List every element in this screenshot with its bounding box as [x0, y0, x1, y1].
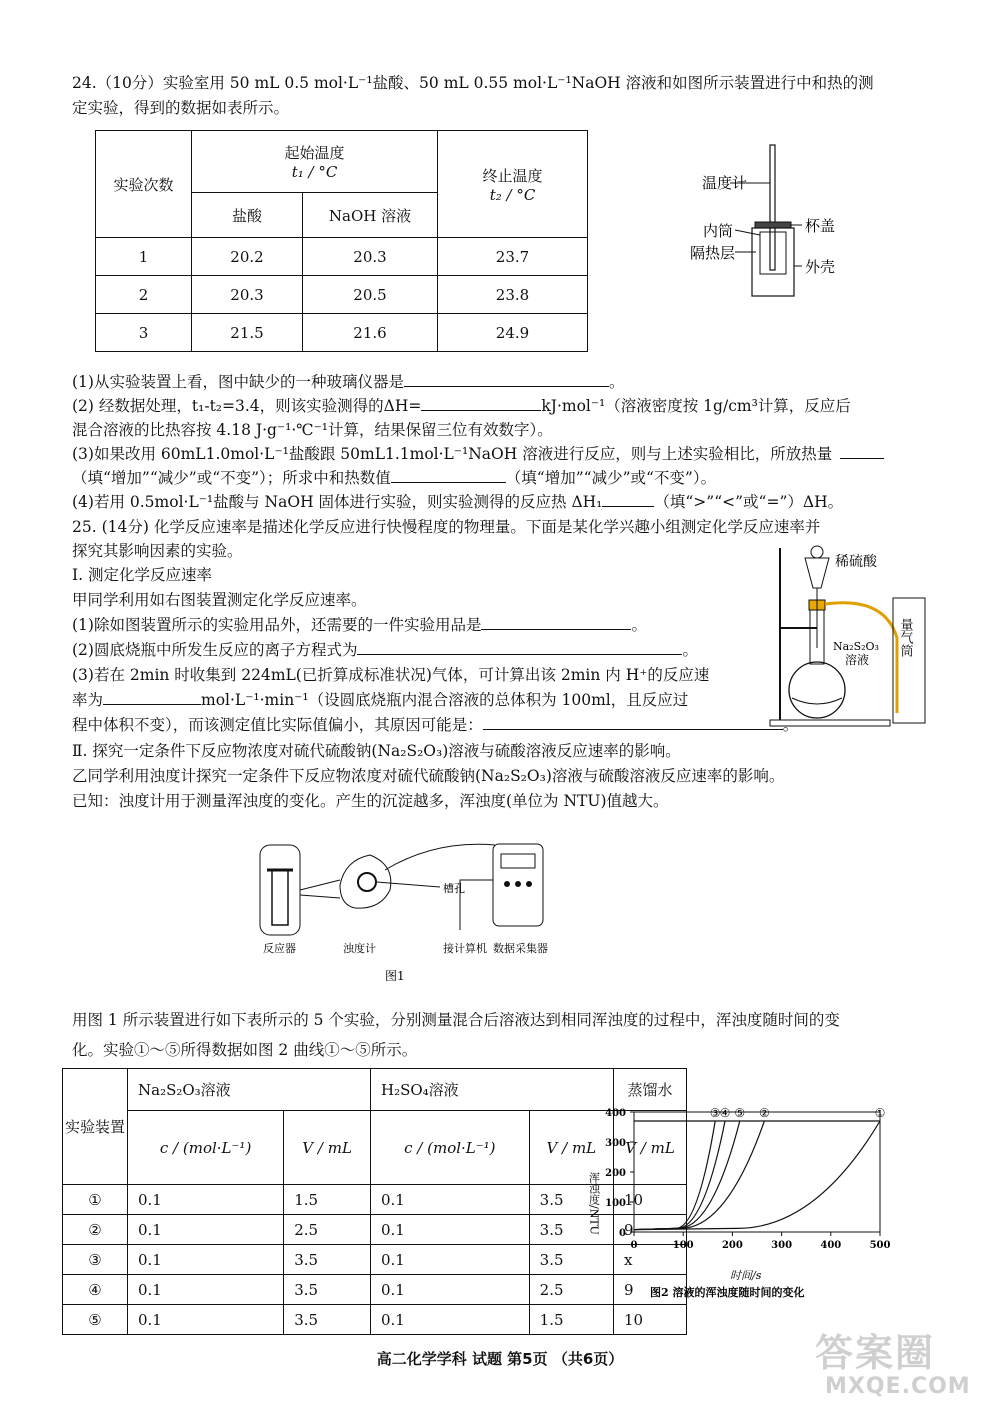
q24-sub2 [72, 394, 932, 419]
q25-known: 已知：浊度计用于测量浑浊度的变化。产生的沉淀越多，浑浊度(单位为 NTU)值越大。 [72, 792, 669, 810]
figure-1-caption: 图1 [385, 969, 405, 983]
header-c2: c / (mol·L⁻¹) [371, 1111, 530, 1185]
start-temp-label: 起始温度 [284, 144, 345, 162]
cell: 3.5 [284, 1245, 371, 1275]
q25-part2-method-cont: 化。实验①～⑤所得数据如图 2 曲线①～⑤所示。 [72, 1041, 418, 1059]
y-tick-label: 400 [605, 1108, 626, 1119]
turbidimeter-label: 浊度计 [343, 942, 376, 955]
q25-part1-text: 甲同学利用如右图装置测定化学反应速率。 [72, 591, 367, 609]
y-tick-label: 0 [619, 1228, 626, 1239]
x-tick-label: 400 [820, 1240, 842, 1251]
solution-formula-label: Na₂S₂O₃ [833, 640, 879, 653]
answer-blank[interactable] [103, 688, 201, 705]
thermometer-icon [770, 145, 775, 270]
shell-label: 外壳 [805, 258, 836, 276]
header-v3: V / mL [614, 1111, 687, 1185]
text: (2)圆底烧瓶中所发生反应的离子方程式为 [72, 641, 358, 659]
cell: ③ [63, 1245, 128, 1275]
solution-label: 溶液 [845, 653, 870, 667]
q25-intro-line2: 探究其影响因素的实验。 [72, 542, 243, 560]
cell: 3.5 [284, 1275, 371, 1305]
table-row [96, 314, 588, 352]
cell: 2.5 [529, 1275, 613, 1305]
cell: 1.5 [284, 1185, 371, 1215]
calorimeter-figure [690, 140, 860, 305]
cell: 20.5 [303, 276, 438, 314]
q25-sub3: (3)若在 2min 时收集到 224mL(已折算成标准状况)气体，可计算出该 2min 内 H⁺的反应速 [72, 666, 710, 684]
x-tick-label: 500 [869, 1240, 891, 1251]
inner-label: 内筒 [703, 222, 734, 240]
x-tick-label: 100 [672, 1240, 694, 1251]
cell: 0.1 [128, 1185, 284, 1215]
cell: 3.5 [529, 1185, 613, 1215]
text: 。 [608, 373, 625, 391]
thermometer-label: 温度计 [702, 174, 748, 192]
text: （填“增加”“减少”或“不变”）。 [505, 469, 717, 487]
cell: 9 [614, 1215, 687, 1245]
cell: ① [63, 1185, 128, 1215]
series-line-1 [634, 1121, 880, 1230]
series-line-5 [634, 1121, 740, 1230]
cell: 0.1 [371, 1275, 530, 1305]
x-tick-label: 0 [630, 1240, 638, 1251]
reactor-tube-icon [272, 870, 288, 925]
q24-sub3 [72, 442, 932, 467]
slot-label: 槽孔 [443, 882, 465, 895]
answer-blank[interactable] [840, 442, 884, 459]
start-temp-unit: t₁ / °C [291, 163, 338, 181]
cell: 3.5 [284, 1305, 371, 1335]
q25-part2-title: Ⅱ. 探究一定条件下反应物浓度对硫代硫酸钠(Na₂S₂O₃)溶液与硫酸溶液反应速率的影响。 [72, 742, 681, 760]
burette-label: 量气筒 [897, 618, 913, 657]
end-temp-unit: t₂ / °C [489, 185, 536, 204]
q25-intro-line1: 25. (14分) 化学反应速率是描述化学反应进行快慢程度的物理量。下面是某化学兴趣小组测定化学反应速率并 [72, 518, 821, 536]
header-na2s2o3: Na₂S₂O₃溶液 [128, 1069, 371, 1111]
series-label-1: ① [874, 1106, 886, 1120]
link-line [300, 880, 340, 898]
header-v2: V / mL [529, 1111, 613, 1185]
y-tick-label: 200 [605, 1168, 626, 1179]
dropping-funnel-icon [805, 558, 829, 588]
collector-button [526, 881, 532, 887]
watermark-logo: 答案圈 [815, 1331, 936, 1375]
text: 。 [631, 616, 647, 634]
lid-shape [755, 222, 791, 228]
y-tick-label: 100 [605, 1198, 626, 1209]
answer-blank[interactable] [357, 638, 682, 655]
text: (1)除如图装置所示的实验用品外，还需要的一件实验用品是 [72, 616, 482, 634]
cell: 9 [614, 1275, 687, 1305]
series-label-3: ③ [709, 1106, 721, 1120]
cell: 3.5 [529, 1215, 613, 1245]
turbidity-chart [588, 1092, 900, 1302]
text: 。 [782, 716, 799, 734]
q25-part1-title: Ⅰ. 测定化学反应速率 [72, 566, 212, 584]
liquid-surface [792, 698, 842, 704]
cell: 3.5 [529, 1245, 613, 1275]
x-tick-label: 200 [721, 1240, 743, 1251]
outer-shell-shape [752, 228, 794, 296]
lid-label: 杯盖 [805, 217, 836, 235]
table-row [63, 1305, 687, 1335]
cell: 20.3 [192, 276, 303, 314]
q24-sub2-cont: 混合溶液的比热容按 4.18 J·g⁻¹·℃⁻¹计算，结果保留三位有效数字）。 [72, 421, 553, 439]
series-label-5: ⑤ [734, 1106, 746, 1120]
end-temp-label: 终止温度 [482, 166, 543, 185]
q24-intro-line2: 定实验，得到的数据如表所示。 [72, 99, 290, 117]
header-experiment-count: 实验次数 [96, 131, 192, 238]
flask-icon [789, 662, 845, 718]
cell: ⑤ [63, 1305, 128, 1335]
text: kJ·mol⁻¹（溶液密度按 1g/cm³计算，反应后 [541, 397, 851, 415]
leader-line [377, 882, 440, 887]
q24-sub4 [72, 490, 932, 515]
cell: 1.5 [529, 1305, 613, 1335]
cell: 20.3 [303, 238, 438, 276]
collector-label: 数据采集器 [493, 942, 548, 955]
cell: 1 [96, 238, 192, 276]
series-label-2: ② [758, 1106, 770, 1120]
watermark-url: MXQE.COM [825, 1374, 971, 1399]
cell: x [614, 1245, 687, 1275]
cell: 2.5 [284, 1215, 371, 1245]
header-end-temp [438, 131, 588, 238]
funnel-top [811, 546, 823, 558]
series-label-4: ④ [719, 1106, 731, 1120]
header-water: 蒸馏水 [614, 1069, 687, 1111]
cell: 20.2 [192, 238, 303, 276]
answer-blank[interactable] [404, 370, 609, 387]
cell: 0.1 [128, 1275, 284, 1305]
cell: 21.5 [192, 314, 303, 352]
collector-screen [501, 854, 535, 868]
answer-blank[interactable] [602, 490, 654, 507]
cell: 0.1 [371, 1305, 530, 1335]
computer-label: 接计算机 [443, 942, 487, 955]
cell: 2 [96, 276, 192, 314]
answer-blank[interactable] [483, 713, 783, 730]
q24-sub3-cont [72, 466, 932, 491]
answer-blank[interactable] [481, 613, 631, 630]
reactor-outline [260, 845, 300, 935]
header-start-temp [192, 131, 438, 193]
figure-1-turbidimeter [255, 830, 555, 990]
header-c1: c / (mol·L⁻¹) [128, 1111, 284, 1185]
cell: 10 [614, 1305, 687, 1335]
cell: 23.7 [438, 238, 588, 276]
cell: 3 [96, 314, 192, 352]
q24-data-table [95, 130, 588, 352]
header-device: 实验装置 [63, 1069, 128, 1185]
cell: 0.1 [128, 1245, 284, 1275]
acid-label: 稀硫酸 [835, 554, 877, 570]
inner-cup-shape [760, 232, 786, 274]
table-row [96, 276, 588, 314]
header-naoh: NaOH 溶液 [303, 193, 438, 238]
text: 。 [682, 641, 698, 659]
text: (1)从实验装置上看，图中缺少的一种玻璃仪器是 [72, 373, 404, 391]
text: 程中体积不变），而该测定值比实际值偏小，其原因可能是： [72, 716, 483, 734]
cell: 10 [614, 1185, 687, 1215]
turbidimeter-icon [340, 855, 391, 908]
cell: 0.1 [371, 1245, 530, 1275]
cell: 21.6 [303, 314, 438, 352]
text: 率为 [72, 691, 104, 709]
text: (3)如果改用 60mL1.0mol·L⁻¹盐酸跟 50mL1.1mol·L⁻¹NaOH 溶液进行反应，则与上述实验相比，所放热量 [72, 445, 833, 463]
slot-icon [358, 873, 376, 891]
collector-button [515, 881, 521, 887]
insulation-label: 隔热层 [690, 244, 736, 262]
cable [385, 844, 495, 870]
stand-base [770, 720, 890, 726]
cell: 23.8 [438, 276, 588, 314]
reactor-label: 反应器 [263, 942, 296, 955]
cell: 0.1 [128, 1215, 284, 1245]
q24-intro-line1: 24.（10分）实验室用 50 mL 0.5 mol·L⁻¹盐酸、50 mL 0.55 mol·L⁻¹NaOH 溶液和如图所示装置进行中和热的测 [72, 74, 874, 92]
text: (2) 经数据处理，t₁-t₂=3.4，则该实验测得的ΔH= [72, 397, 422, 415]
gas-apparatus-figure [765, 538, 940, 733]
q24-sub1 [72, 370, 932, 395]
collector-button [504, 881, 510, 887]
header-h2so4: H₂SO₄溶液 [371, 1069, 614, 1111]
header-hcl: 盐酸 [192, 193, 303, 238]
cell: 24.9 [438, 314, 588, 352]
header-v1: V / mL [284, 1111, 371, 1185]
q25-part2-text: 乙同学利用浊度计探究一定条件下反应物浓度对硫代硫酸钠(Na₂S₂O₃)溶液与硫酸溶液反应速率的影响。 [72, 767, 785, 785]
text: （填“>”“<”或“=”）ΔH。 [654, 493, 844, 511]
series-line-2 [634, 1121, 764, 1230]
series-line-4 [634, 1121, 725, 1230]
page-footer: 高二化学学科 试题 第5页 （共6页） [376, 1350, 624, 1368]
cell: ④ [63, 1275, 128, 1305]
text: mol·L⁻¹·min⁻¹（设圆底烧瓶内混合溶液的总体积为 100ml，且反应过 [201, 691, 689, 709]
leader-line [735, 230, 760, 235]
x-tick-label: 300 [771, 1240, 793, 1251]
table-row [96, 238, 588, 276]
y-axis-label: 浑浊度/NTU [588, 1172, 601, 1235]
y-tick-label: 300 [605, 1138, 626, 1149]
text: （填“增加”“减少”或“不变”）；所求中和热数值 [72, 469, 391, 487]
cell: 0.1 [128, 1305, 284, 1335]
answer-blank[interactable] [391, 466, 506, 483]
x-axis-label: 时间/s [730, 1269, 762, 1282]
answer-blank[interactable] [421, 394, 541, 411]
cell: 0.1 [371, 1185, 530, 1215]
chart-title: 图2 溶液的浑浊度随时间的变化 [650, 1286, 805, 1299]
q25-part2-method: 用图 1 所示装置进行如下表所示的 5 个实验，分别测量混合后溶液达到相同浑浊度的过程中，浑浊度随时间的变 [72, 1011, 840, 1029]
cell: 0.1 [371, 1215, 530, 1245]
cell: ② [63, 1215, 128, 1245]
text: (4)若用 0.5mol·L⁻¹盐酸与 NaOH 固体进行实验，则实验测得的反应热 ΔH₁ [72, 493, 603, 511]
